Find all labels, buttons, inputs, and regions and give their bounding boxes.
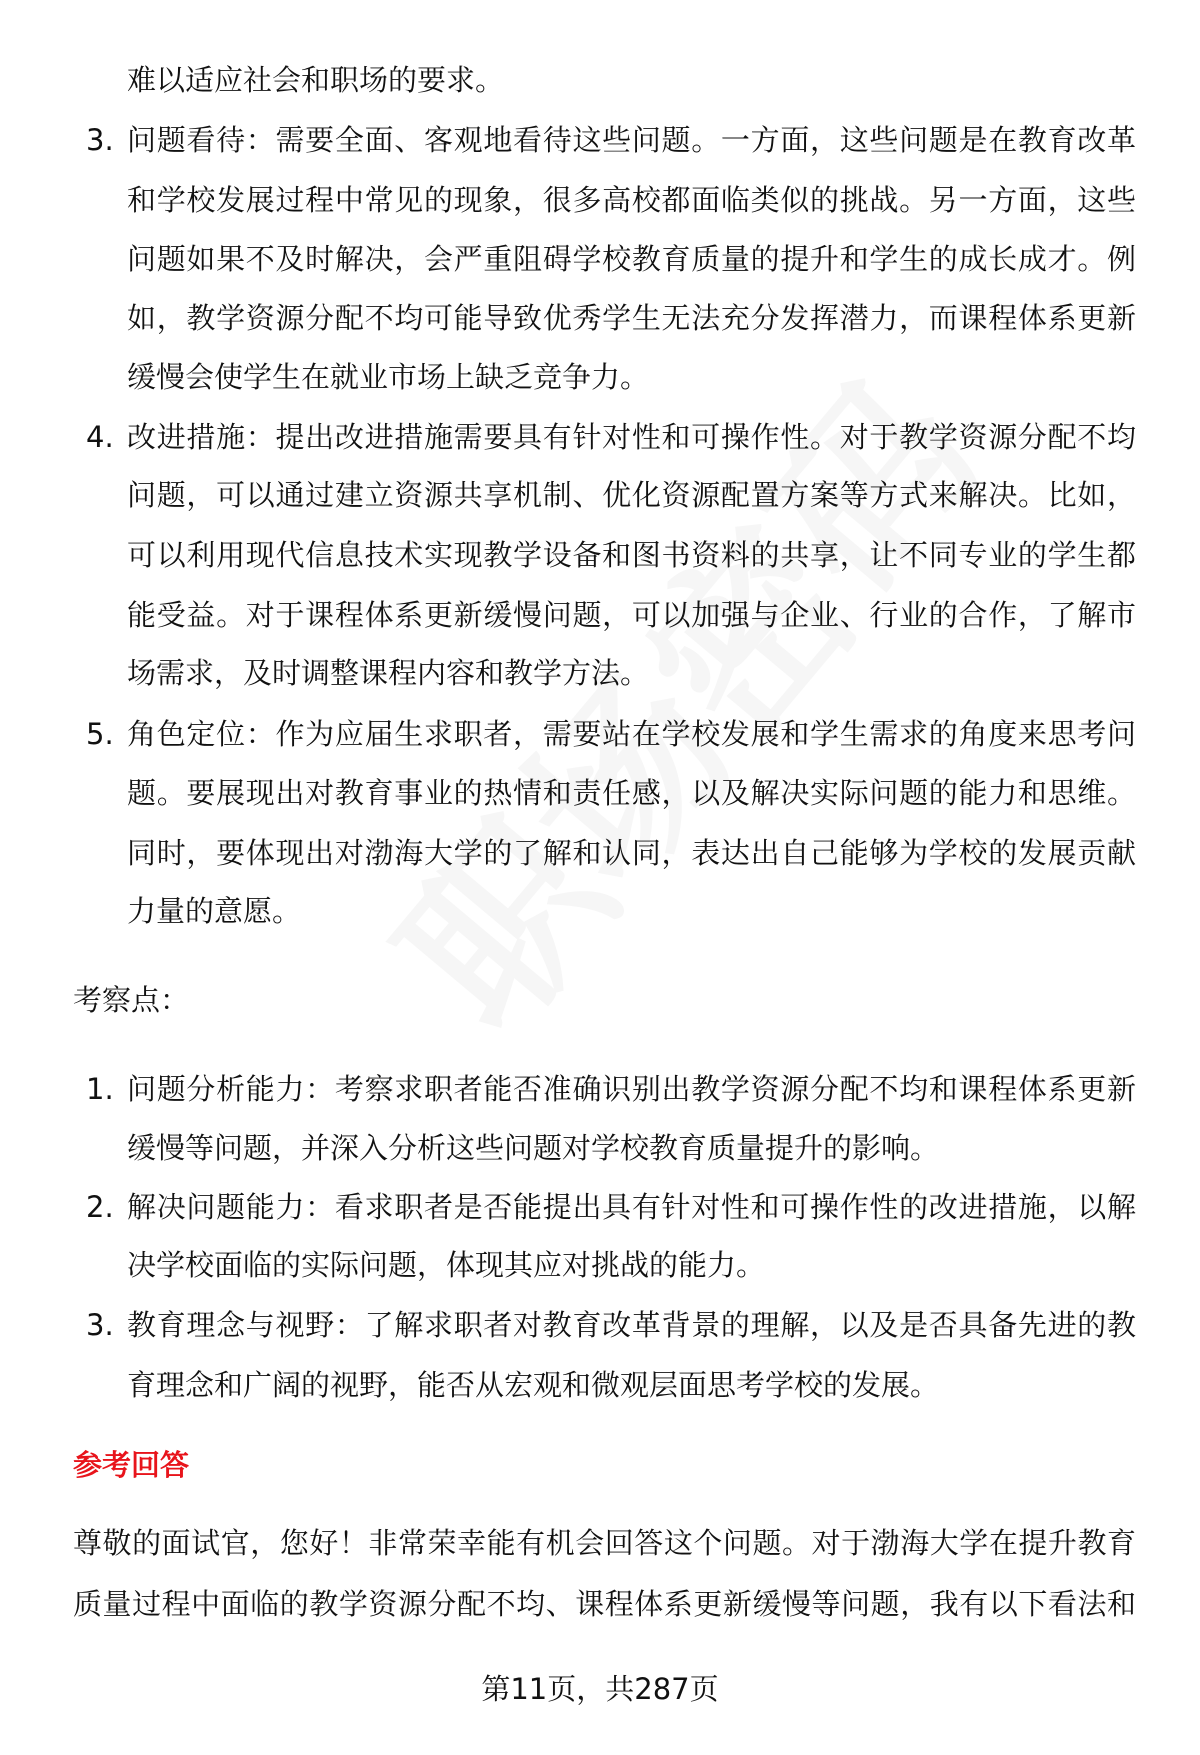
text-line: 缓慢等问题，并深入分析这些问题对学校教育质量提升的影响。 (127, 1131, 940, 1165)
list-number: 1. (86, 1072, 114, 1106)
text-line: 解决问题能力：看求职者是否能提出具有针对性和可操作性的改进措施，以解 (127, 1190, 1136, 1224)
text-line: 可以利用现代信息技术实现教学设备和图书资料的共享，让不同专业的学生都 (127, 538, 1136, 572)
text-line: 问题看待：需要全面、客观地看待这些问题。一方面，这些问题是在教育改革 (127, 123, 1136, 157)
text-line: 质量过程中面临的教学资源分配不均、课程体系更新缓慢等问题，我有以下看法和 (73, 1587, 1136, 1621)
text-line: 角色定位：作为应届生求职者，需要站在学校发展和学生需求的角度来思考问 (127, 717, 1136, 751)
text-line: 同时，要体现出对渤海大学的了解和认同，表达出自己能够为学校的发展贡献 (127, 836, 1136, 870)
list-number: 2. (86, 1190, 114, 1224)
section-title-assessment: 考察点： (73, 983, 190, 1017)
text-line: 缓慢会使学生在就业市场上缺乏竞争力。 (127, 360, 650, 394)
text-line: 教育理念与视野：了解求职者对教育改革背景的理解，以及是否具备先进的教 (127, 1308, 1136, 1342)
text-line: 力量的意愿。 (127, 894, 302, 928)
page-number: 第11页，共287页 (481, 1672, 719, 1706)
list-number: 5. (86, 717, 114, 751)
text-line: 能受益。对于课程体系更新缓慢问题，可以加强与企业、行业的合作，了解市 (127, 598, 1136, 632)
text-line: 和学校发展过程中常见的现象，很多高校都面临类似的挑战。另一方面，这些 (127, 183, 1136, 217)
list-number: 4. (86, 420, 114, 454)
text-line: 改进措施：提出改进措施需要具有针对性和可操作性。对于教学资源分配不均 (127, 420, 1136, 454)
text-line: 问题分析能力：考察求职者能否准确识别出教学资源分配不均和课程体系更新 (127, 1072, 1136, 1106)
text-line: 难以适应社会和职场的要求。 (127, 63, 505, 97)
text-line: 决学校面临的实际问题，体现其应对挑战的能力。 (127, 1248, 766, 1282)
list-number: 3. (86, 1308, 114, 1342)
text-line: 问题，可以通过建立资源共享机制、优化资源配置方案等方式来解决。比如， (127, 478, 1136, 512)
text-line: 场需求，及时调整课程内容和教学方法。 (127, 656, 650, 690)
text-line: 育理念和广阔的视野，能否从宏观和微观层面思考学校的发展。 (127, 1368, 940, 1402)
text-line: 问题如果不及时解决，会严重阻碍学校教育质量的提升和学生的成长成才。例 (127, 242, 1136, 276)
text-line: 题。要展现出对教育事业的热情和责任感，以及解决实际问题的能力和思维。 (127, 776, 1136, 810)
section-title-reference-answer: 参考回答 (73, 1448, 190, 1482)
text-line: 如，教学资源分配不均可能导致优秀学生无法充分发挥潜力，而课程体系更新 (127, 301, 1136, 335)
text-line: 尊敬的面试官，您好！非常荣幸能有机会回答这个问题。对于渤海大学在提升教育 (73, 1526, 1136, 1560)
list-number: 3. (86, 123, 114, 157)
